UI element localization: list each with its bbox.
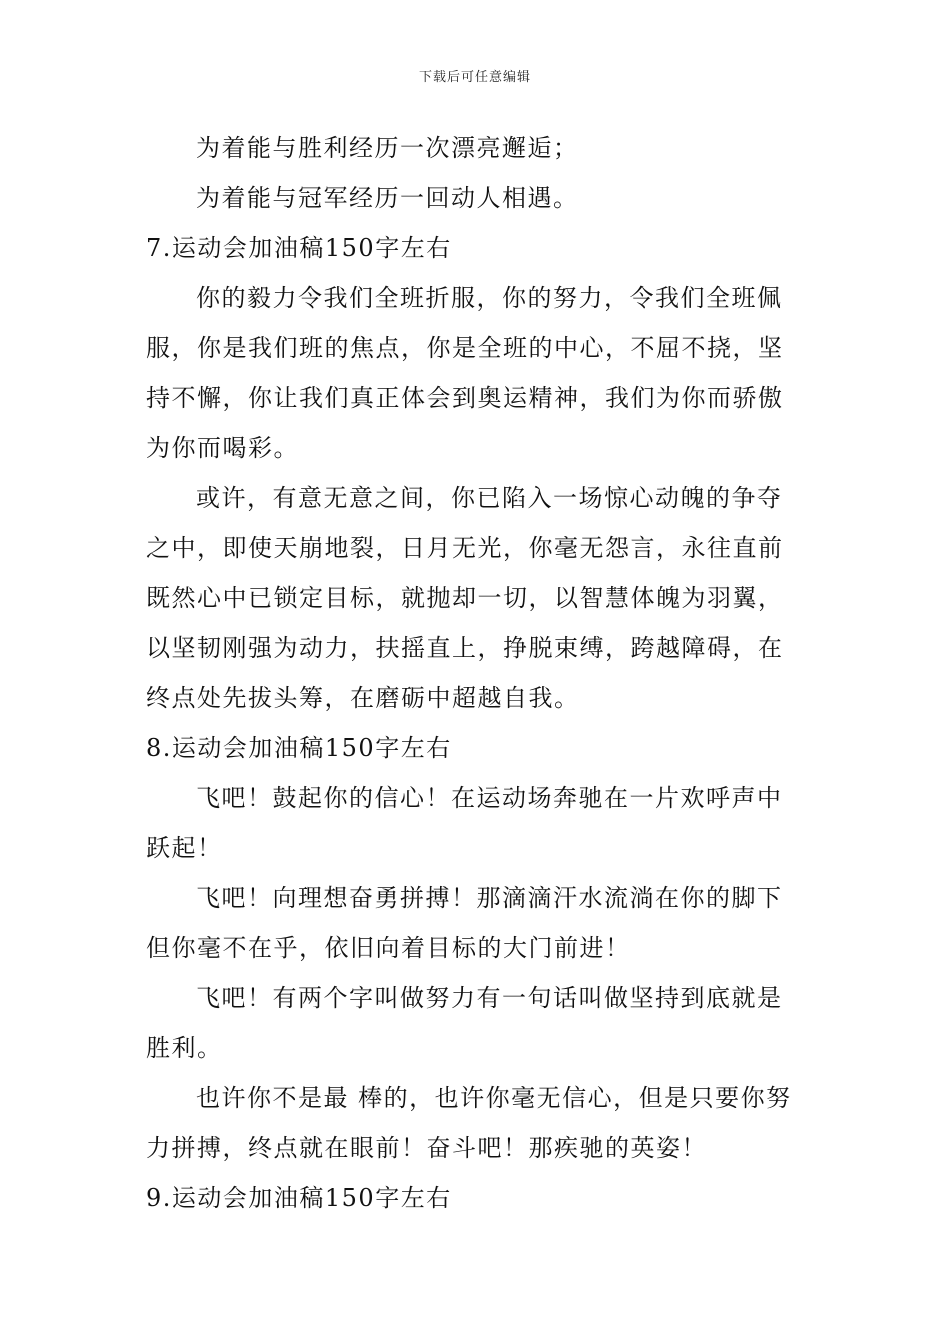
paragraph-line: 之中，即使天崩地裂，日月无光，你毫无怨言，永往直前 [146, 534, 784, 562]
section-heading-7: 7.运动会加油稿150字左右 [146, 234, 452, 262]
paragraph-line: 跃起！ [146, 834, 223, 862]
paragraph-line: 胜利。 [146, 1034, 223, 1062]
paragraph-line: 你的毅力令我们全班折服，你的努力，令我们全班佩 [196, 284, 783, 312]
page-header-note: 下载后可任意编辑 [418, 70, 531, 85]
verse-line: 为着能与胜利经历一次漂亮邂逅； [196, 134, 579, 162]
paragraph-line: 飞吧！鼓起你的信心！在运动场奔驰在一片欢呼声中 [196, 784, 783, 812]
section-heading-8: 8.运动会加油稿150字左右 [146, 734, 452, 762]
section-heading-9: 9.运动会加油稿150字左右 [146, 1184, 452, 1212]
paragraph-line: 飞吧！向理想奋勇拼搏！那滴滴汗水流淌在你的脚下 [196, 884, 783, 912]
paragraph-line: 飞吧！有两个字叫做努力有一句话叫做坚持到底就是 [196, 984, 783, 1012]
paragraph-line: 持不懈，你让我们真正体会到奥运精神，我们为你而骄傲 [146, 384, 784, 412]
paragraph-line: 终点处先拔头筹，在磨砺中超越自我。 [146, 684, 580, 712]
paragraph-line: 为你而喝彩。 [146, 434, 299, 462]
verse-line: 为着能与冠军经历一回动人相遇。 [196, 184, 579, 212]
paragraph-line: 服，你是我们班的焦点，你是全班的中心，不屈不挠，坚 [146, 334, 784, 362]
paragraph-line: 既然心中已锁定目标，就抛却一切，以智慧体魄为羽翼， [146, 584, 784, 612]
paragraph-line: 或许，有意无意之间，你已陷入一场惊心动魄的争夺 [196, 484, 783, 512]
paragraph-line: 力拼搏，终点就在眼前！奋斗吧！那疾驰的英姿！ [146, 1134, 707, 1162]
paragraph-line: 以坚韧刚强为动力，扶摇直上，挣脱束缚，跨越障碍，在 [146, 634, 784, 662]
paragraph-line: 也许你不是最 棒的，也许你毫无信心，但是只要你努 [196, 1084, 792, 1112]
paragraph-line: 但你毫不在乎，依旧向着目标的大门前进！ [146, 934, 631, 962]
